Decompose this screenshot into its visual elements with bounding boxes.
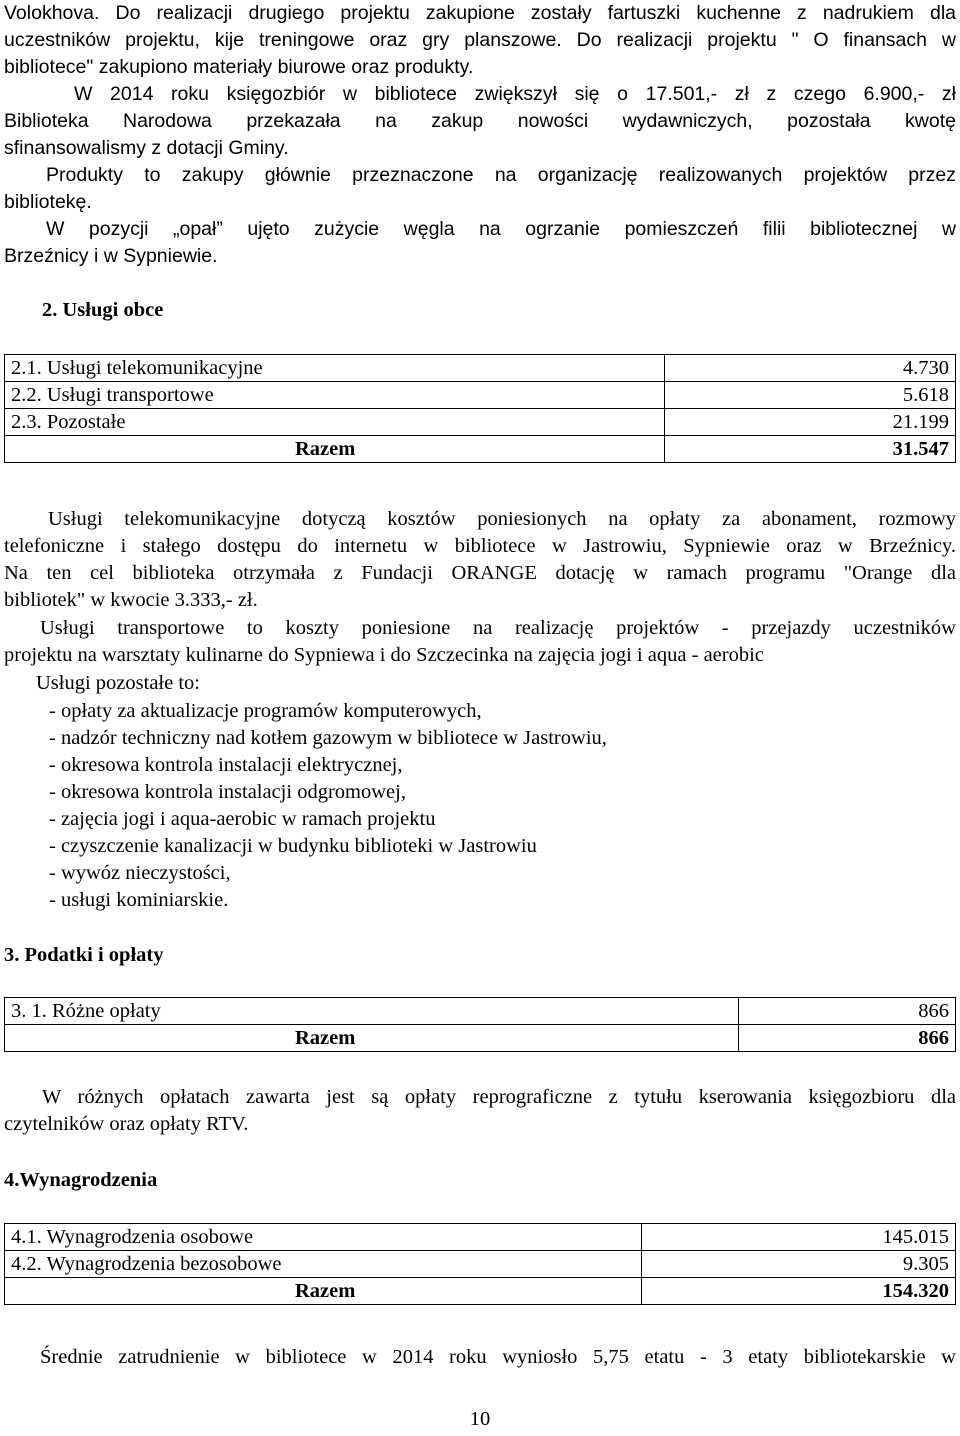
table-row: [5, 409, 956, 436]
table-row: [5, 1224, 956, 1251]
telecom-para-line-1: Usługi telekomunikacyjne dotyczą kosztów poniesionych na opłaty za abonament, rozmowy: [48, 508, 956, 530]
list-item: - opłaty za aktualizacje programów komputerowych,: [49, 700, 482, 722]
total-label: Razem: [267, 436, 665, 463]
total-label: Razem: [267, 1278, 641, 1305]
list-item: - usługi kominiarskie.: [49, 889, 229, 911]
intro-line-9: W pozycji „opał” ujęto zużycie węgla na ogrzanie pomieszczeń filii bibliotecznej w: [46, 218, 956, 240]
services-table: [4, 354, 956, 463]
row-label: 4.1. Wynagrodzenia osobowe: [5, 1224, 642, 1251]
row-value: 21.199: [665, 409, 956, 436]
intro-line-8: bibliotekę.: [4, 191, 92, 213]
row-label: 2.3. Pozostałe: [5, 409, 665, 436]
table-row: [5, 355, 956, 382]
intro-line-1: Volokhova. Do realizacji drugiego projektu zakupione zostały fartuszki kuchenne z nadrukiem dla: [4, 2, 956, 24]
intro-line-3: bibliotece" zakupiono materiały biurowe oraz produkty.: [4, 56, 474, 78]
section-2-heading: 2. Usługi obce: [42, 299, 164, 321]
intro-line-4: W 2014 roku księgozbiór w bibliotece zwiększył się o 17.501,- zł z czego 6.900,- zł: [74, 83, 956, 105]
other-services-intro: Usługi pozostałe to:: [36, 672, 200, 694]
total-row: [5, 1025, 956, 1052]
row-label: 4.2. Wynagrodzenia bezosobowe: [5, 1251, 642, 1278]
table-row: [5, 1251, 956, 1278]
list-item: - wywóz nieczystości,: [49, 862, 231, 884]
total-spacer: [5, 436, 268, 463]
intro-line-5: Biblioteka Narodowa przekazała na zakup nowości wydawniczych, pozostała kwotę: [4, 110, 956, 132]
telecom-para-line-4: bibliotek" w kwocie 3.333,- zł.: [4, 589, 258, 611]
total-spacer: [5, 1278, 268, 1305]
intro-line-2: uczestników projektu, kije treningowe oraz gry planszowe. Do realizacji projektu " O finansach w: [4, 29, 956, 51]
row-value: 866: [738, 998, 955, 1025]
section-3-heading: 3. Podatki i opłaty: [4, 944, 164, 966]
row-label: 2.1. Usługi telekomunikacyjne: [5, 355, 665, 382]
list-item: - okresowa kontrola instalacji odgromowej,: [49, 781, 406, 803]
total-value: 866: [738, 1025, 955, 1052]
fees-table: [4, 997, 956, 1052]
row-value: 9.305: [641, 1251, 955, 1278]
page-number: 10: [469, 1408, 491, 1430]
list-item: - zajęcia jogi i aqua-aerobic w ramach projektu: [49, 808, 436, 830]
transport-para-line-2: projektu na warsztaty kulinarne do Sypniewa i do Szczecinka na zajęcia jogi i aqua - aerobic: [4, 644, 764, 666]
list-item: - czyszczenie kanalizacji w budynku biblioteki w Jastrowiu: [49, 835, 537, 857]
telecom-para-line-3: Na ten cel biblioteka otrzymała z Fundacji ORANGE dotację w ramach programu "Orange dla: [4, 562, 956, 584]
total-value: 31.547: [665, 436, 956, 463]
salaries-table: [4, 1223, 956, 1305]
employment-para-line-1: Średnie zatrudnienie w bibliotece w 2014 roku wyniosło 5,75 etatu - 3 etaty bibliotekarskie w: [40, 1346, 956, 1368]
intro-line-7: Produkty to zakupy głównie przeznaczone na organizację realizowanych projektów przez: [46, 164, 956, 186]
list-item: - okresowa kontrola instalacji elektrycznej,: [49, 754, 403, 776]
intro-line-10: Brzeźnicy i w Sypniewie.: [4, 245, 218, 267]
row-value: 4.730: [665, 355, 956, 382]
table-row: [5, 382, 956, 409]
table-row: [5, 998, 956, 1025]
list-item: - nadzór techniczny nad kotłem gazowym w bibliotece w Jastrowiu,: [49, 727, 607, 749]
section-4-heading: 4.Wynagrodzenia: [4, 1169, 158, 1191]
intro-line-6: sfinansowalismy z dotacji Gminy.: [4, 137, 289, 159]
row-value: 5.618: [665, 382, 956, 409]
transport-para-line-1: Usługi transportowe to koszty poniesione na realizację projektów - przejazdy uczestników: [40, 617, 956, 639]
fees-para-line-2: czytelników oraz opłaty RTV.: [4, 1113, 249, 1135]
row-label: 2.2. Usługi transportowe: [5, 382, 665, 409]
telecom-para-line-2: telefoniczne i stałego dostępu do internetu w bibliotece w Jastrowiu, Sypniewie oraz w Brzeźnicy.: [4, 535, 956, 557]
total-value: 154.320: [641, 1278, 955, 1305]
fees-para-line-1: W różnych opłatach zawarta jest są opłaty reprograficzne z tytułu kserowania księgozbioru dla: [42, 1086, 956, 1108]
row-label: 3. 1. Różne opłaty: [5, 998, 739, 1025]
total-label: Razem: [267, 1025, 738, 1052]
total-row: [5, 1278, 956, 1305]
row-value: 145.015: [641, 1224, 955, 1251]
total-spacer: [5, 1025, 268, 1052]
total-row: [5, 436, 956, 463]
